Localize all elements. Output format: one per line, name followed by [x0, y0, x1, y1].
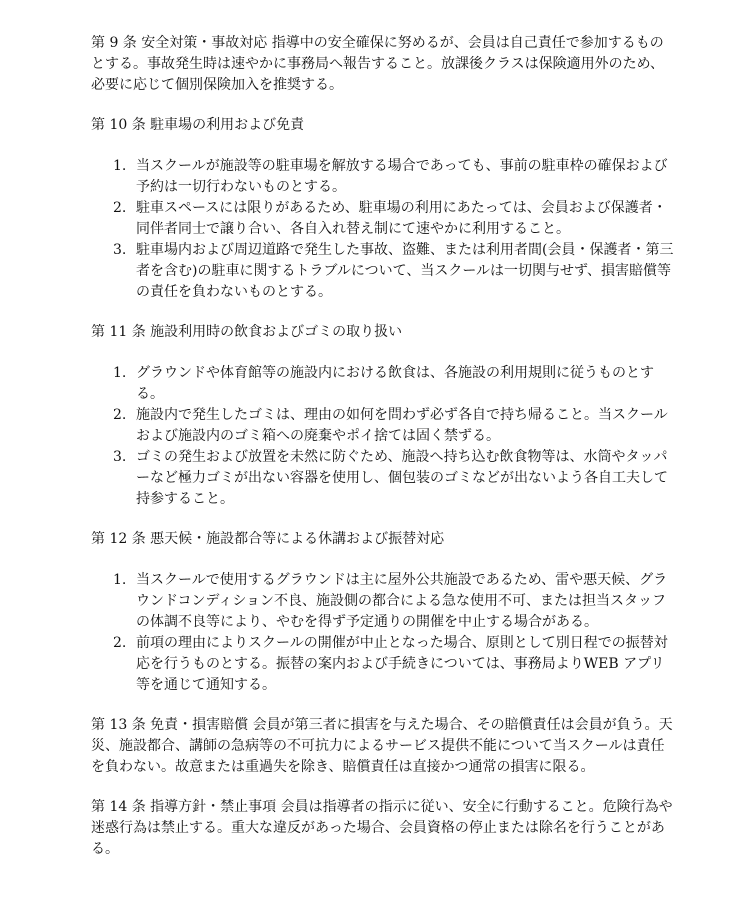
list-item [91, 570, 674, 633]
item-number: 2. [113, 635, 127, 651]
item-number: 2. [113, 200, 127, 216]
item-text: 当スクールが施設等の駐車場を解放する場合であっても、事前の駐車枠の確保および予約は一切行わないものとする。 [136, 158, 668, 195]
article-11 [91, 322, 674, 510]
item-text: 施設内で発生したゴミは、理由の如何を問わず必ず各自で持ち帰ること。当スクールおよび施設内のゴミ箱への廃棄やポイ捨ては固く禁ずる。 [136, 407, 668, 444]
item-text: ゴミの発生および放置を未然に防ぐため、施設へ持ち込む飲食物等は、水筒やタッパーなど極力ゴミが出ない容器を使用し、個包装のゴミなどが出ないよう各自工夫して持参すること。 [136, 449, 668, 507]
list-item [91, 363, 674, 405]
item-number: 1. [113, 158, 127, 174]
article-13 [91, 715, 674, 778]
item-number: 1. [113, 572, 127, 588]
article-13-text: 第 13 条 免責・損害賠償 会員が第三者に損害を与えた場合、その賠償責任は会員が負う。天災、施設都合、講師の急病等の不可抗力によるサービス提供不能について当スクールは責任を負わない。故意または重過失を除き、賠償責任は直接かつ通常の損害に限る。 [91, 717, 673, 775]
item-text: 前項の理由によりスクールの開催が中止となった場合、原則として別日程での振替対応を行うものとする。振替の案内および手続きについては、事務局よりWEB アプリ等を通じて通知する。 [136, 635, 668, 693]
article-12-heading: 第 12 条 悪天候・施設都合等による休講および振替対応 [91, 531, 445, 547]
list-item [91, 156, 674, 198]
article-11-list [91, 363, 674, 510]
article-12 [91, 529, 674, 696]
article-12-list [91, 570, 674, 696]
list-item [91, 198, 674, 240]
item-text: 駐車場内および周辺道路で発生した事故、盗難、または利用者間(会員・保護者・第三者を含む)の駐車に関するトラブルについて、当スクールは一切関与せず、損害賠償等の責任を負わないものとする。 [136, 242, 674, 300]
list-item [91, 240, 674, 303]
item-number: 1. [113, 365, 127, 381]
article-10 [91, 115, 674, 303]
article-10-heading: 第 10 条 駐車場の利用および免責 [91, 117, 305, 133]
item-number: 3. [113, 242, 127, 258]
item-text: グラウンドや体育館等の施設内における飲食は、各施設の利用規則に従うものとする。 [136, 365, 654, 402]
item-text: 駐車スペースには限りがあるため、駐車場の利用にあたっては、会員および保護者・同伴者同士で譲り合い、各自入れ替え制にて速やかに利用すること。 [136, 200, 667, 237]
item-number: 2. [113, 407, 127, 423]
list-item [91, 405, 674, 447]
list-item [91, 447, 674, 510]
article-10-list [91, 156, 674, 303]
article-14-text: 第 14 条 指導方針・禁止事項 会員は指導者の指示に従い、安全に行動すること。危険行為や迷惑行為は禁止する。重大な違反があった場合、会員資格の停止または除名を行うことがある。 [91, 799, 673, 857]
article-14 [91, 797, 674, 860]
list-item [91, 633, 674, 696]
article-9-text: 第 9 条 安全対策・事故対応 指導中の安全確保に努めるが、会員は自己責任で参加するものとする。事故発生時は速やかに事務局へ報告すること。放課後クラスは保険適用外のため、必要に応じて個別保険加入を推奨する。 [91, 35, 665, 93]
article-9 [91, 33, 674, 96]
item-text: 当スクールで使用するグラウンドは主に屋外公共施設であるため、雷や悪天候、グラウンドコンディション不良、施設側の都合による急な使用不可、または担当スタッフの体調不良等により、やむを得ず予定通りの開催を中止する場合がある。 [136, 572, 668, 630]
article-11-heading: 第 11 条 施設利用時の飲食およびゴミの取り扱い [91, 324, 403, 340]
item-number: 3. [113, 449, 127, 465]
